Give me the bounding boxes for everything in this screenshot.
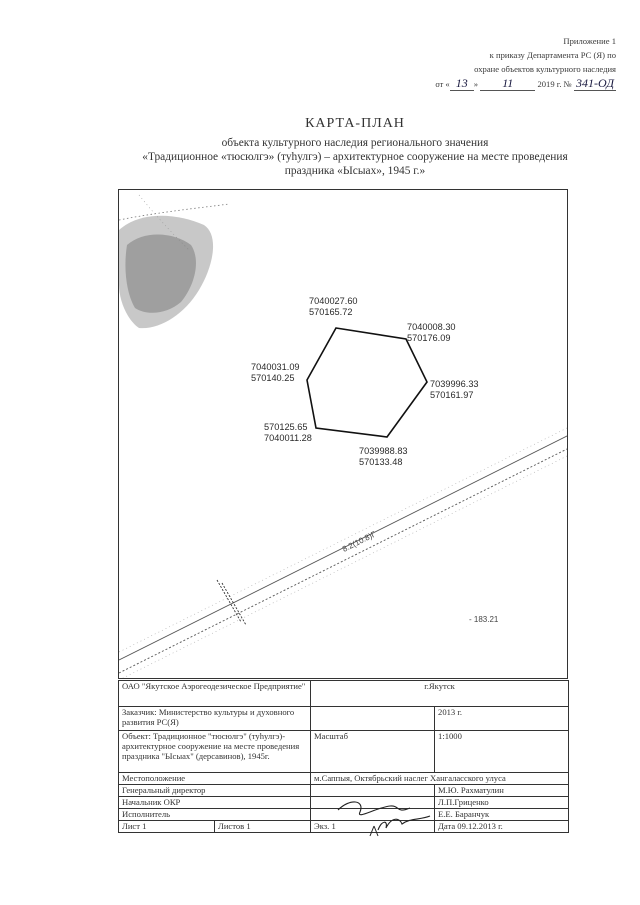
map-plan xyxy=(118,189,568,679)
stamp-city: г.Якутск xyxy=(311,681,569,707)
signature-executor xyxy=(370,826,378,836)
road-dotted-line-2 xyxy=(119,455,568,679)
point-1-coords: 7040027.60 570165.72 xyxy=(309,296,358,317)
title-line-1: объекта культурного наследия регионального значения xyxy=(221,137,489,149)
appendix-header xyxy=(356,34,616,91)
appendix-date-day: 13 xyxy=(450,76,474,91)
map-drawing xyxy=(119,190,568,679)
stamp-customer-blank xyxy=(311,707,435,731)
stamp-date: Дата 09.12.2013 г. xyxy=(435,821,569,833)
stamp-sheet: Лист 1 xyxy=(119,821,215,833)
point-2-coords: 7040008.30 570176.09 xyxy=(407,322,456,343)
point-5-coords: 570125.65 7040011.28 xyxy=(264,422,312,443)
appendix-date-month: 11 xyxy=(480,76,535,91)
stamp-scale-label: Масштаб xyxy=(311,731,435,773)
stamp-year: 2013 г. xyxy=(435,707,569,731)
stamp-okr-name: Л.П.Гриценко xyxy=(435,797,569,809)
stamp-customer: Заказчик: Министерство культуры и духовного развития РС(Я) xyxy=(119,707,311,731)
stamp-sheets: Листов 1 xyxy=(215,821,311,833)
title-line-3: праздника «Ысыах», 1945 г.» xyxy=(284,165,426,177)
title-line-2: «Традиционное «тюсюлгэ» (туһулгэ) – архитектурное сооружение на месте проведения xyxy=(142,151,568,163)
stamp-exec-label: Исполнитель xyxy=(119,809,311,821)
appendix-date-line: от « 13 » 11 2019 г. № 341-ОД xyxy=(435,76,614,90)
elevation-mark: - 183.21 xyxy=(469,615,499,624)
appendix-doc-number: 341-ОД xyxy=(576,76,614,90)
point-4-coords: 7039988.83 570133.48 xyxy=(359,446,408,467)
stamp-okr-label: Начальник ОКР xyxy=(119,797,311,809)
signature-okr xyxy=(378,816,430,830)
stamp-location-label: Местоположение xyxy=(119,773,311,785)
stamp-location-value: м.Саппыя, Октябрьский наслег Хангаласского улуса xyxy=(311,773,569,785)
stamp-organization: ОАО "Якутское Аэрогеодезическое Предприятие" xyxy=(119,681,311,707)
road-crossing-marker-2 xyxy=(222,583,246,625)
stamp-gen-dir-label: Генеральный директор xyxy=(119,785,311,797)
stamp-scale-value: 1:1000 xyxy=(435,731,569,773)
road-dotted-line xyxy=(119,427,568,652)
stamp-exec-name: Е.Е. Баранчук xyxy=(435,809,569,821)
stamp-gen-dir-name: М.Ю. Рахматулин xyxy=(435,785,569,797)
appendix-line-3: охране объектов культурного наследия xyxy=(474,64,616,74)
title-main: КАРТА-ПЛАН xyxy=(305,116,405,131)
stamp-copies: Экз. 1 xyxy=(311,821,435,833)
heritage-object-outline xyxy=(307,328,427,437)
point-3-coords: 7039996.33 570161.97 xyxy=(430,379,479,400)
appendix-line-1: Приложение 1 xyxy=(563,36,616,46)
road-label: 8.2(10.8)Г xyxy=(340,529,378,554)
appendix-line-2: к приказу Департамента РС (Я) по xyxy=(489,50,616,60)
stamp-object: Объект: Традиционное "тюсюлгэ" (туһулгэ)-архитектурное сооружение на месте проведения праздника "Ысыах" (дерсавинов), 1945г. xyxy=(119,731,311,773)
signature-marks xyxy=(330,790,450,840)
document-title xyxy=(95,116,615,178)
point-6-coords: 7040031.09 570140.25 xyxy=(251,362,300,383)
road-edge-lower xyxy=(119,448,568,673)
signature-general-director xyxy=(338,802,410,815)
